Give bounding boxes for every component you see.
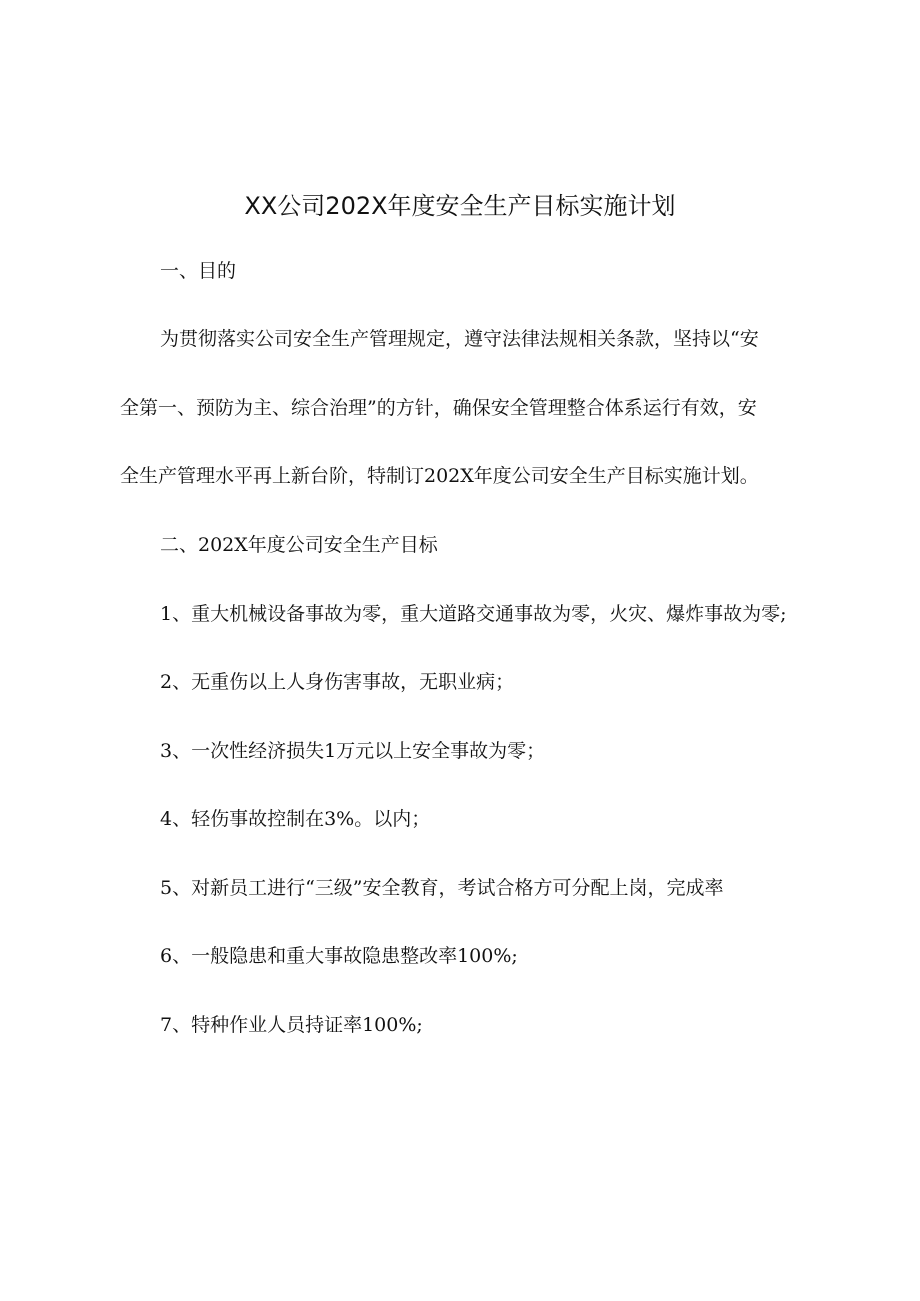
paragraph-line: 全生产管理水平再上新台阶，特制订202X年度公司安全生产目标实施计划。 [120, 465, 759, 487]
target-item: 3、一次性经济损失1万元以上安全事故为零； [160, 740, 546, 762]
target-item: 7、特种作业人员持证率100%; [160, 1014, 423, 1036]
paragraph-line: 全第一、预防为主、综合治理”的方针，确保安全管理整合体系运行有效，安 [120, 397, 757, 419]
target-item: 2、无重伤以上人身伤害事故，无职业病； [160, 671, 515, 693]
target-item: 5、对新员工进行“三级”安全教育，考试合格方可分配上岗，完成率 [160, 877, 724, 899]
target-item: 6、一般隐患和重大事故隐患整改率100%; [160, 945, 518, 967]
section-heading-targets: 二、202X年度公司安全生产目标 [160, 534, 438, 556]
target-item: 4、轻伤事故控制在3%。以内； [160, 808, 431, 830]
paragraph-line: 为贯彻落实公司安全生产管理规定，遵守法律法规相关条款，坚持以“安 [160, 328, 759, 350]
target-item: 1、重大机械设备事故为零，重大道路交通事故为零，火灾、爆炸事故为零; [160, 603, 787, 625]
document-title: XX公司202X年度安全生产目标实施计划 [244, 192, 676, 220]
section-heading-purpose: 一、目的 [160, 260, 237, 282]
